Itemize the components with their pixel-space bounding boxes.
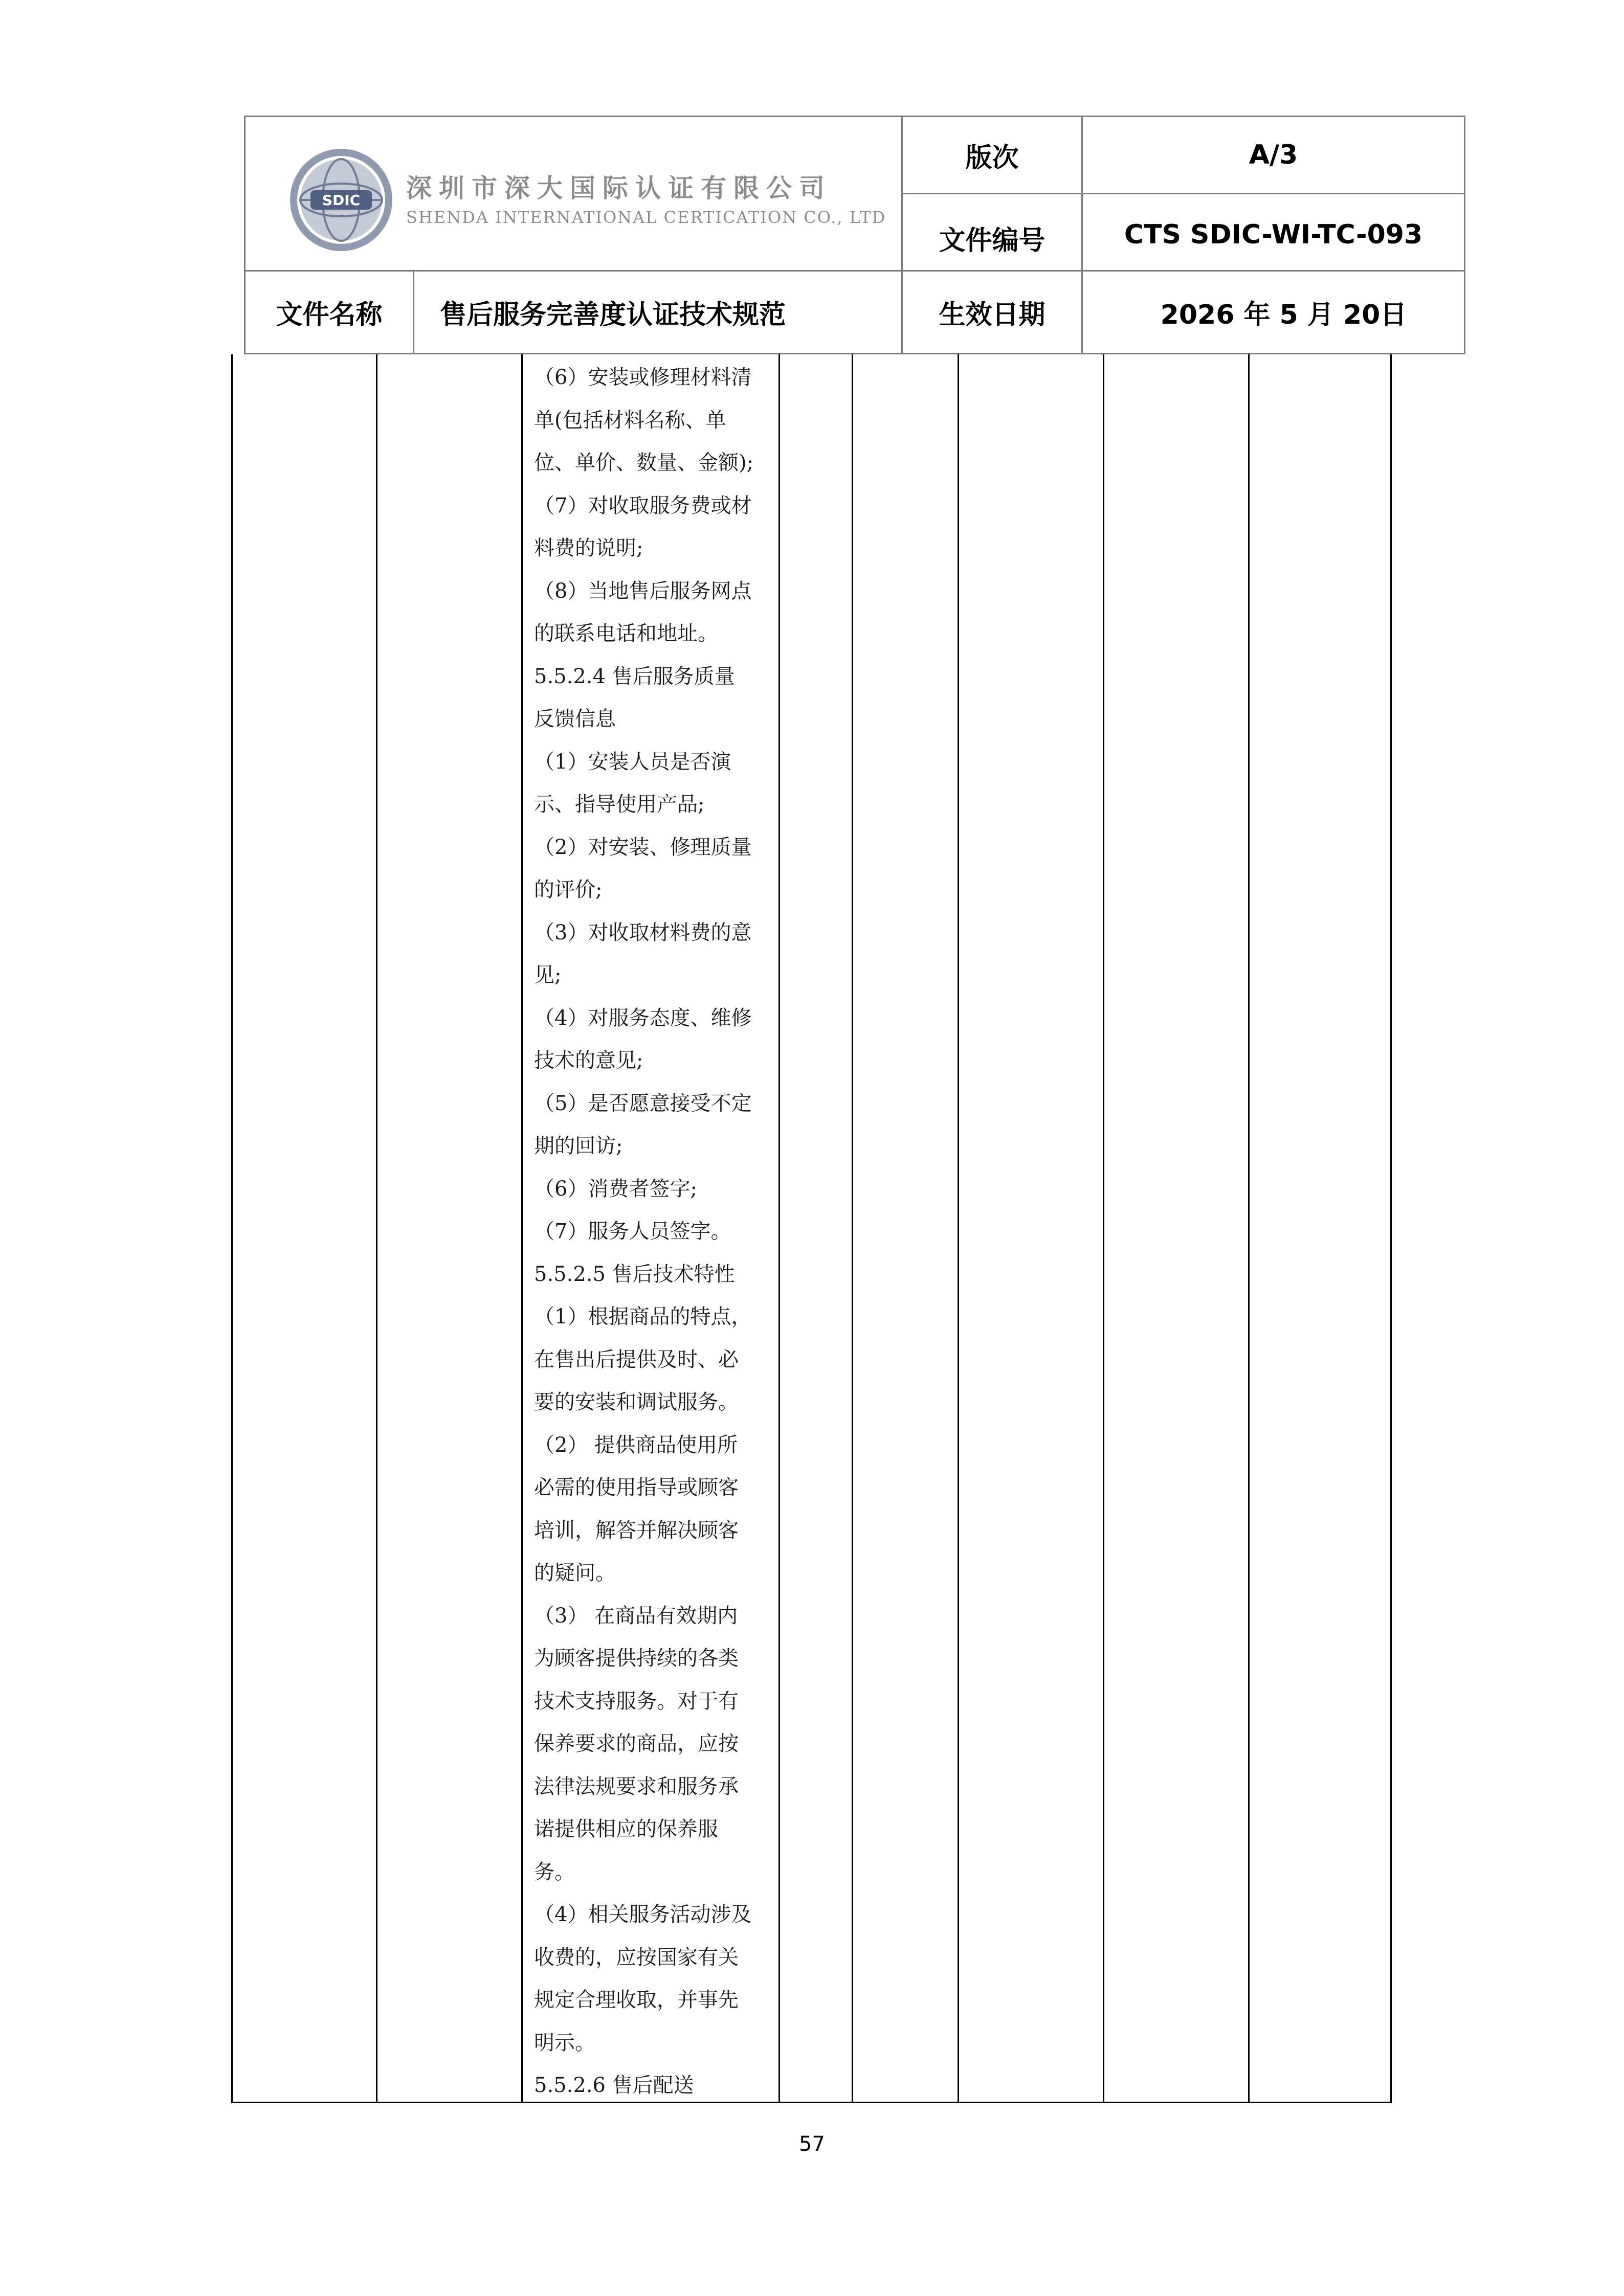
text-line: 收费的，应按国家有关 — [534, 1945, 739, 1969]
text-line: 技术支持服务。对于有 — [534, 1689, 739, 1713]
page-number: 57 — [799, 2132, 825, 2156]
table-col-line-4 — [778, 354, 780, 2103]
text-line: （6）消费者签字; — [534, 1177, 697, 1201]
text-line: 培训，解答并解决顾客 — [534, 1518, 739, 1542]
company-logo — [287, 146, 901, 249]
doc-name-label: 文件名称 — [276, 300, 383, 330]
text-line: 位、单价、数量、金额); — [534, 451, 754, 475]
text-line: （6）安装或修理材料清 — [534, 366, 752, 389]
requirements-table — [231, 354, 1392, 2103]
text-line: （1）根据商品的特点， — [534, 1305, 752, 1329]
company-name-cn: 深圳市深大国际认证有限公司 — [406, 173, 832, 203]
text-line: （2） 提供商品使用所 — [534, 1433, 738, 1457]
text-line: 必需的使用指导或顾客 — [534, 1476, 739, 1499]
header-border-right — [1464, 116, 1465, 354]
text-line: （7）服务人员签字。 — [534, 1220, 731, 1243]
text-line: （5）是否愿意接受不定 — [534, 1091, 752, 1115]
table-col-line-3 — [521, 354, 523, 2103]
text-line: （2）对安装、修理质量 — [534, 835, 752, 859]
effective-date-label: 生效日期 — [939, 300, 1045, 330]
text-line: 5.5.2.4 售后服务质量 — [534, 664, 735, 688]
table-border-bottom — [231, 2102, 1392, 2103]
text-line: （4）对服务态度、维修 — [534, 1006, 752, 1030]
text-line: 法律法规要求和服务承 — [534, 1774, 739, 1798]
text-line: （4）相关服务活动涉及 — [534, 1903, 752, 1926]
table-col-line-1 — [231, 354, 233, 2103]
text-line: 期的回访; — [534, 1134, 623, 1158]
text-line: 要的安装和调试服务。 — [534, 1390, 739, 1414]
text-line: 示、指导使用产品; — [534, 793, 705, 816]
company-name-en: SHENDA INTERNATIONAL CERTICATION CO., LTD — [406, 208, 886, 227]
text-line: 的疑问。 — [534, 1561, 616, 1585]
text-line: 为顾客提供持续的各类 — [534, 1647, 739, 1670]
text-line: 5.5.2.5 售后技术特性 — [534, 1262, 735, 1286]
text-line: 的联系电话和地址。 — [534, 622, 718, 645]
doc-number-label: 文件编号 — [939, 225, 1045, 256]
version-label: 版次 — [965, 142, 1019, 173]
text-line: 务。 — [534, 1860, 575, 1884]
text-line: （7）对收取服务费或材 — [534, 493, 752, 517]
text-line: 明示。 — [534, 2031, 595, 2055]
text-line: 在售出后提供及时、必 — [534, 1347, 739, 1371]
text-line: 见; — [534, 963, 562, 987]
text-line: （3）对收取材料费的意 — [534, 920, 752, 944]
document-header-table — [244, 116, 1465, 354]
table-col-line-7 — [1103, 354, 1104, 2103]
table-col-line-9 — [1390, 354, 1392, 2103]
table-col-line-2 — [376, 354, 377, 2103]
text-line: 技术的意见; — [534, 1049, 643, 1072]
version-value: A/3 — [1249, 140, 1298, 170]
table-col-line-6 — [958, 354, 959, 2103]
text-line: 规定合理收取，并事先 — [534, 1988, 739, 2012]
sdic-globe-icon — [287, 146, 395, 254]
logo-text: SDIC — [322, 192, 361, 209]
effective-date-value: 2026 年 5 月 20日 — [1160, 300, 1407, 330]
requirement-text-column — [534, 356, 774, 2107]
table-col-line-8 — [1248, 354, 1250, 2103]
text-line: （8）当地售后服务网点 — [534, 579, 752, 603]
text-line: 保养要求的商品，应按 — [534, 1732, 739, 1755]
table-col-line-5 — [852, 354, 853, 2103]
text-line: 料费的说明; — [534, 536, 643, 560]
doc-name-value: 售后服务完善度认证技术规范 — [440, 300, 786, 330]
text-line: 单(包括材料名称、单 — [534, 408, 726, 432]
doc-number-value: CTS SDIC-WI-TC-093 — [1124, 219, 1423, 250]
text-line: 诺提供相应的保养服 — [534, 1817, 718, 1841]
text-line: 的评价; — [534, 878, 603, 902]
text-line: 5.5.2.6 售后配送 — [534, 2074, 694, 2097]
text-line: 反馈信息 — [534, 707, 616, 731]
text-line: （1）安装人员是否演 — [534, 750, 731, 774]
text-line: （3） 在商品有效期内 — [534, 1604, 738, 1628]
